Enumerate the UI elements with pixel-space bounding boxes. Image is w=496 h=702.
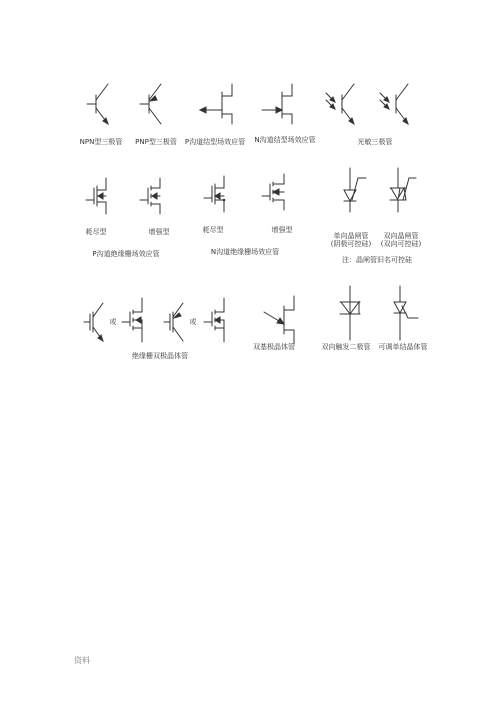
n-depletion-label: 耗尽型 bbox=[202, 226, 224, 234]
double-base-transistor-symbol bbox=[264, 296, 294, 344]
n-mosfet-group-label: N沟道绝缘栅场效应管 bbox=[210, 248, 280, 256]
phototransistor-label: 光敏三极管 bbox=[357, 138, 393, 146]
bidirectional-thyristor-symbol bbox=[390, 168, 416, 212]
igbt-label: 绝缘栅双极晶体管 bbox=[132, 352, 188, 360]
n-enhancement-mosfet-symbol bbox=[262, 174, 284, 210]
programmable-unijunction-label: 可调单结晶体管 bbox=[378, 343, 428, 351]
igbt-symbol-bjt-style bbox=[84, 303, 103, 341]
igbt-symbol-mos-style-2 bbox=[204, 298, 224, 342]
npn-transistor-symbol bbox=[87, 84, 108, 124]
igbt-symbol-bjt-style-2 bbox=[164, 303, 183, 341]
p-enhancement-label: 增强型 bbox=[148, 228, 170, 236]
n-channel-jfet-symbol bbox=[262, 84, 292, 124]
igbt-or-label-1: 或 bbox=[109, 318, 117, 326]
thyristor-note: 注：晶闸管旧名可控硅 bbox=[342, 256, 412, 264]
phototransistor-symbol-2 bbox=[380, 84, 408, 124]
bidirectional-thyristor-label: 双向晶闸管 bbox=[383, 232, 419, 240]
igbt-or-label-2: 或 bbox=[189, 318, 197, 326]
programmable-unijunction-symbol bbox=[394, 286, 418, 340]
npn-label: NPN型三极管 bbox=[79, 138, 123, 146]
n-jfet-label: N沟道结型场效应管 bbox=[254, 136, 316, 144]
p-mosfet-group-label: P沟道绝缘栅场效应管 bbox=[92, 250, 160, 258]
n-depletion-mosfet-symbol bbox=[204, 176, 225, 212]
p-channel-jfet-symbol bbox=[200, 84, 232, 124]
unidirectional-thyristor-sublabel: (阴极可控硅) bbox=[330, 240, 372, 248]
diac-symbol bbox=[340, 286, 360, 340]
pnp-transistor-symbol bbox=[140, 84, 161, 124]
double-base-transistor-label: 双基极晶体管 bbox=[253, 343, 295, 351]
n-enhancement-label: 增强型 bbox=[271, 226, 293, 234]
p-enhancement-mosfet-symbol bbox=[140, 178, 160, 214]
footer-text: 资料 bbox=[74, 656, 90, 665]
diac-label: 双向触发二极管 bbox=[321, 343, 371, 351]
p-depletion-label: 耗尽型 bbox=[85, 228, 107, 236]
p-depletion-mosfet-symbol bbox=[86, 178, 106, 214]
pnp-label: PNP型三极管 bbox=[135, 138, 177, 146]
phototransistor-symbol-1 bbox=[326, 84, 354, 124]
bidirectional-thyristor-sublabel: (双向可控硅) bbox=[380, 240, 422, 248]
igbt-symbol-mos-style bbox=[122, 298, 142, 342]
unidirectional-thyristor-symbol bbox=[344, 168, 366, 212]
unidirectional-thyristor-label: 单向晶闸管 bbox=[333, 232, 369, 240]
p-jfet-label: P沟道结型场效应管 bbox=[184, 138, 246, 146]
